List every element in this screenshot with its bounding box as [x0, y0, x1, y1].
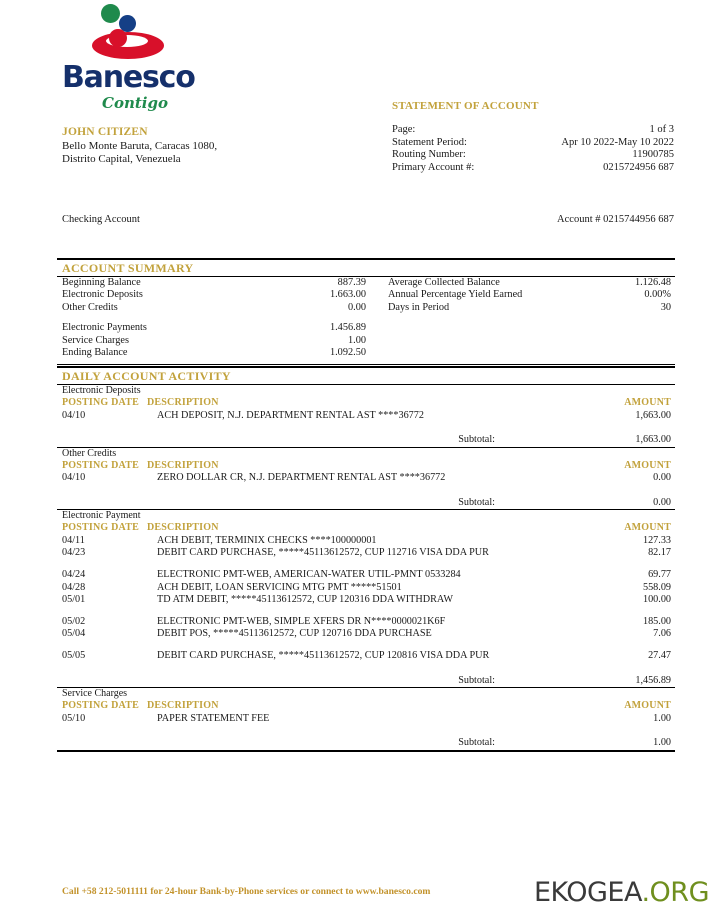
statement-meta-label: Statement Period: [392, 136, 467, 148]
activity-group-title: Electronic Deposits [62, 385, 141, 396]
activity-group-title: Service Charges [62, 688, 128, 700]
column-header-description: DESCRIPTION [147, 459, 219, 471]
section-divider [57, 750, 675, 752]
summary-row [62, 289, 366, 301]
statement-meta-value: 11900785 [632, 149, 674, 161]
account-summary-header [57, 258, 675, 277]
transaction-description: PAPER STATEMENT FEE [157, 712, 270, 724]
watermark-tld: .ORG [641, 877, 709, 908]
summary-right-column [366, 277, 675, 359]
account-summary-body [57, 277, 675, 359]
transaction-description: ZERO DOLLAR CR, N.J. DEPARTMENT RENTAL AST ****36772 [157, 472, 446, 484]
transaction-amount: 185.00 [642, 615, 671, 627]
subtotal-amount: 1.00 [653, 737, 671, 749]
statement-meta-table [392, 124, 674, 174]
logo-red-circle-icon [109, 29, 127, 47]
transaction-date: 05/02 [62, 615, 86, 627]
transaction-row [57, 594, 675, 607]
subtotal-row [57, 737, 675, 750]
customer-address-line-2: Distrito Capital, Venezuela [62, 153, 181, 165]
subtotal-spacer [57, 725, 675, 737]
subtotal-amount: 1,456.89 [635, 674, 671, 686]
transaction-description: DEBIT CARD PURCHASE, *****45113612572, CUP 120816 VISA DDA PUR [157, 650, 490, 662]
subtotal-spacer [57, 663, 675, 675]
transaction-row [57, 616, 675, 629]
transaction-row [57, 535, 675, 548]
statement-meta-row [392, 162, 674, 175]
summary-row-value: 1.663.00 [329, 289, 366, 301]
transaction-row [57, 628, 675, 641]
daily-activity-header [57, 366, 675, 385]
statement-meta-row [392, 149, 674, 162]
activity-column-header [57, 460, 675, 473]
statement-meta-row [392, 124, 674, 137]
transaction-description: DEBIT POS, *****45113612572, CUP 120716 DDA PURCHASE [157, 628, 432, 640]
summary-row-value: 30 [660, 301, 671, 313]
summary-bottom-divider [57, 364, 675, 365]
subtotal-row [57, 497, 675, 510]
summary-row-value: 0.00 [347, 301, 366, 313]
subtotal-label: Subtotal: [458, 674, 495, 686]
transaction-spacer [57, 607, 675, 616]
transaction-amount: 27.47 [648, 650, 671, 662]
summary-row-label: Electronic Deposits [62, 289, 143, 301]
watermark-name: EKOGEA [533, 877, 642, 908]
transaction-amount: 0.00 [653, 472, 671, 484]
column-header-date: POSTING DATE [62, 700, 139, 712]
transaction-date: 05/04 [62, 628, 86, 640]
transaction-row [57, 547, 675, 560]
statement-meta-value: Apr 10 2022-May 10 2022 [561, 136, 674, 148]
ekogea-watermark [534, 878, 709, 908]
summary-row-value: 1.456.89 [329, 322, 366, 334]
transaction-row [57, 410, 675, 423]
transaction-date: 04/10 [62, 472, 86, 484]
statement-title: STATEMENT OF ACCOUNT [392, 100, 539, 112]
transaction-date: 05/10 [62, 712, 86, 724]
summary-row-label: Other Credits [62, 301, 118, 313]
transaction-date: 04/11 [62, 534, 85, 546]
account-number-label: Account # 0215744956 687 [557, 214, 674, 225]
subtotal-spacer [57, 485, 675, 497]
summary-row-label: Days in Period [388, 301, 450, 313]
transaction-description: DEBIT CARD PURCHASE, *****45113612572, CUP 112716 VISA DDA PUR [157, 547, 489, 559]
summary-row-label: Electronic Payments [62, 322, 147, 334]
summary-row-value: 1.092.50 [329, 347, 366, 359]
summary-row-label: Annual Percentage Yield Earned [388, 289, 523, 301]
transaction-amount: 1.00 [653, 712, 671, 724]
summary-left-column [57, 277, 366, 359]
transaction-row [57, 713, 675, 726]
transaction-row [57, 650, 675, 663]
transaction-amount: 127.33 [642, 534, 671, 546]
banesco-logo-mark [78, 2, 190, 60]
statement-meta-value: 0215724956 687 [603, 161, 674, 173]
subtotal-row [57, 675, 675, 688]
summary-row-label: Beginning Balance [62, 277, 141, 288]
activity-column-header [57, 522, 675, 535]
column-header-amount: AMOUNT [624, 522, 671, 534]
summary-row-label: Service Charges [62, 334, 130, 346]
activity-column-header [57, 700, 675, 713]
summary-row-label: Ending Balance [62, 347, 128, 359]
summary-row [388, 277, 675, 289]
activity-group [57, 385, 675, 447]
activity-group [57, 688, 675, 750]
column-header-date: POSTING DATE [62, 397, 139, 408]
account-summary-heading: ACCOUNT SUMMARY [62, 261, 194, 275]
transaction-row [57, 569, 675, 582]
summary-row [388, 289, 675, 301]
column-header-amount: AMOUNT [624, 397, 671, 408]
summary-row-value: 1.126.48 [634, 277, 671, 288]
summary-row [62, 335, 366, 347]
statement-meta-label: Routing Number: [392, 149, 466, 161]
subtotal-label: Subtotal: [458, 496, 495, 508]
summary-row [62, 347, 366, 359]
activity-group-title: Other Credits [62, 447, 117, 459]
subtotal-spacer [57, 422, 675, 434]
column-header-amount: AMOUNT [624, 459, 671, 471]
summary-row-label: Average Collected Balance [388, 277, 500, 288]
summary-row [62, 277, 366, 289]
transaction-spacer [57, 560, 675, 569]
statement-meta-row [392, 137, 674, 150]
statement-meta-value: 1 of 3 [649, 124, 674, 135]
transaction-description: ELECTRONIC PMT-WEB, SIMPLE XFERS DR N****0000021K6F [157, 615, 446, 627]
statement-meta-label: Page: [392, 124, 416, 135]
activity-group [57, 510, 675, 687]
transaction-date: 04/10 [62, 409, 86, 421]
logo-wordmark: Banesco [62, 60, 195, 95]
transaction-spacer [57, 641, 675, 650]
footer-contact-note: Call +58 212-5011111 for 24-hour Bank-by-Phone services or connect to www.banesco.com [62, 886, 431, 897]
customer-name: JOHN CITIZEN [62, 126, 148, 138]
column-header-description: DESCRIPTION [147, 522, 219, 534]
transaction-amount: 558.09 [642, 581, 671, 593]
transaction-description: ELECTRONIC PMT-WEB, AMERICAN-WATER UTIL-PMNT 0533284 [157, 569, 461, 581]
subtotal-row [57, 434, 675, 447]
transaction-row [57, 582, 675, 595]
summary-row [62, 322, 366, 334]
subtotal-label: Subtotal: [458, 737, 495, 749]
transaction-description: ACH DEBIT, LOAN SERVICING MTG PMT *****51501 [157, 581, 402, 593]
logo-green-circle-icon [101, 4, 120, 23]
account-type-label: Checking Account [62, 214, 140, 225]
transaction-description: ACH DEBIT, TERMINIX CHECKS ****100000001 [157, 534, 377, 546]
transaction-description: TD ATM DEBIT, *****45113612572, CUP 120316 DDA WITHDRAW [157, 594, 454, 606]
transaction-amount: 82.17 [648, 547, 671, 559]
customer-address-block [62, 126, 217, 167]
column-header-date: POSTING DATE [62, 459, 139, 471]
transaction-date: 04/24 [62, 569, 86, 581]
activity-group [57, 448, 675, 510]
column-header-date: POSTING DATE [62, 522, 139, 534]
summary-row-value: 1.00 [347, 334, 366, 346]
column-header-amount: AMOUNT [624, 700, 671, 712]
transaction-row [57, 472, 675, 485]
transaction-amount: 100.00 [642, 594, 671, 606]
transaction-date: 05/01 [62, 594, 86, 606]
transaction-date: 05/05 [62, 650, 86, 662]
transaction-description: ACH DEPOSIT, N.J. DEPARTMENT RENTAL AST ****36772 [157, 409, 424, 421]
activity-group-title: Electronic Payment [62, 510, 141, 522]
logo-tagline: Contigo [102, 94, 168, 112]
account-type-line [62, 214, 674, 225]
column-header-description: DESCRIPTION [147, 700, 219, 712]
summary-row [388, 302, 675, 314]
summary-row-value: 887.39 [337, 277, 366, 288]
summary-row-value: 0.00% [644, 289, 671, 301]
subtotal-amount: 1,663.00 [635, 434, 671, 446]
bank-logo [62, 2, 202, 112]
statement-meta-label: Primary Account #: [392, 161, 475, 173]
subtotal-label: Subtotal: [458, 434, 495, 446]
activity-groups [57, 385, 675, 752]
column-header-description: DESCRIPTION [147, 397, 219, 408]
transaction-amount: 7.06 [653, 628, 671, 640]
summary-row [62, 302, 366, 314]
transaction-amount: 1,663.00 [635, 409, 671, 421]
customer-address-line-1: Bello Monte Baruta, Caracas 1080, [62, 139, 218, 152]
transaction-date: 04/23 [62, 547, 86, 559]
daily-activity-heading: DAILY ACCOUNT ACTIVITY [62, 369, 231, 383]
activity-column-header [57, 397, 675, 410]
transaction-amount: 69.77 [648, 569, 671, 581]
subtotal-amount: 0.00 [653, 496, 671, 508]
transaction-date: 04/28 [62, 581, 86, 593]
